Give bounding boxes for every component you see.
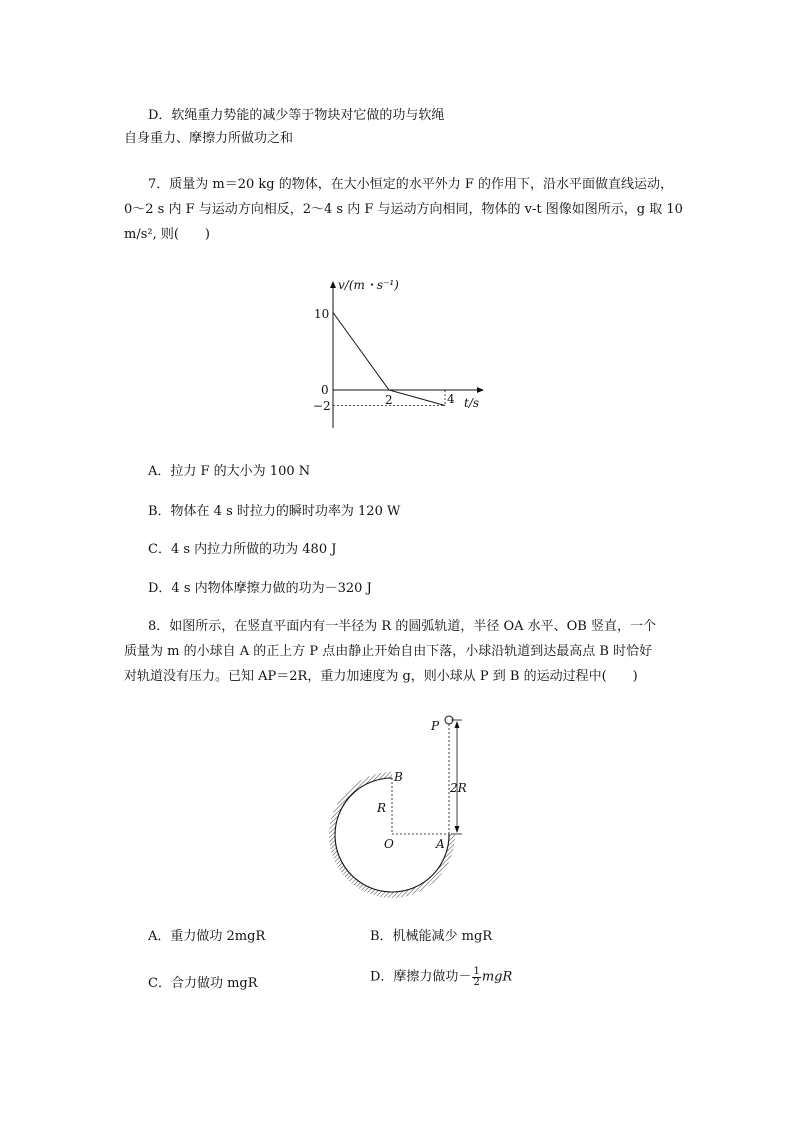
label-2r: 2R (450, 781, 467, 795)
dim-arrowhead-bottom (455, 826, 460, 833)
label-r: R (377, 801, 387, 815)
y-tick-0: 0 (321, 383, 329, 397)
y-axis-label: v/(m・s⁻¹) (338, 278, 399, 292)
x-tick-4: 4 (447, 392, 455, 406)
y-tick-neg2: −2 (313, 399, 331, 413)
fraction-numerator: 1 (473, 966, 480, 977)
q8-option-d-suffix: mgR (481, 969, 513, 985)
q7-vt-chart (300, 270, 500, 430)
vt-series-line (333, 313, 445, 406)
q8-option-d-prefix: D．摩擦力做功－ (370, 969, 472, 985)
x-tick-2: 2 (385, 393, 393, 407)
q8-stem-line3: 对轨道没有压力。已知 AP＝2R，重力加速度为 g，则小球从 P 到 B 的运动过程中( ) (124, 669, 638, 684)
q8-option-a: A．重力做功 2mgR (148, 929, 266, 944)
q7-stem-line2: 0～2 s 内 F 与运动方向相反，2～4 s 内 F 与运动方向相同，物体的 v-t 图像如图所示，g 取 10 (124, 202, 683, 217)
q7-option-c: C．4 s 内拉力所做的功为 480 J (148, 542, 337, 557)
x-axis-label: t/s (464, 396, 480, 410)
label-o: O (384, 837, 394, 851)
q8-option-c: C．合力做功 mgR (148, 976, 258, 991)
q7-option-d: D．4 s 内物体摩擦力做的功为－320 J (148, 581, 372, 596)
dim-arrowhead-top (455, 721, 460, 728)
label-p: P (431, 719, 440, 733)
q8-track-figure (310, 708, 490, 908)
q8-option-d-fraction (472, 967, 480, 988)
prev-option-d-line2: 自身重力、摩擦力所做功之和 (124, 131, 294, 146)
q8-stem-line2: 质量为 m 的小球自 A 的正上方 P 点由静止开始自由下落，小球沿轨道到达最高点 B 时恰好 (124, 644, 653, 659)
prev-option-d-line1: D．软绳重力势能的减少等于物块对它做的功与软绳 (148, 108, 445, 123)
q7-option-a: A．拉力 F 的大小为 100 N (148, 464, 311, 479)
y-tick-10: 10 (314, 307, 330, 321)
label-a: A (436, 837, 445, 851)
q7-option-b: B．物体在 4 s 时拉力的瞬时功率为 120 W (148, 504, 401, 519)
q7-stem-line1: 7．质量为 m＝20 kg 的物体，在大小恒定的水平外力 F 的作用下，沿水平面做直线运动， (148, 177, 674, 192)
q7-stem-line3: m/s², 则( ) (124, 227, 210, 242)
label-b: B (394, 770, 403, 784)
q8-stem-line1: 8．如图所示，在竖直平面内有一半径为 R 的圆弧轨道，半径 OA 水平、OB 竖直，一个 (148, 619, 656, 634)
fraction-denominator: 2 (473, 977, 480, 988)
q8-option-b: B．机械能减少 mgR (370, 929, 493, 944)
q8-option-d (370, 967, 512, 988)
